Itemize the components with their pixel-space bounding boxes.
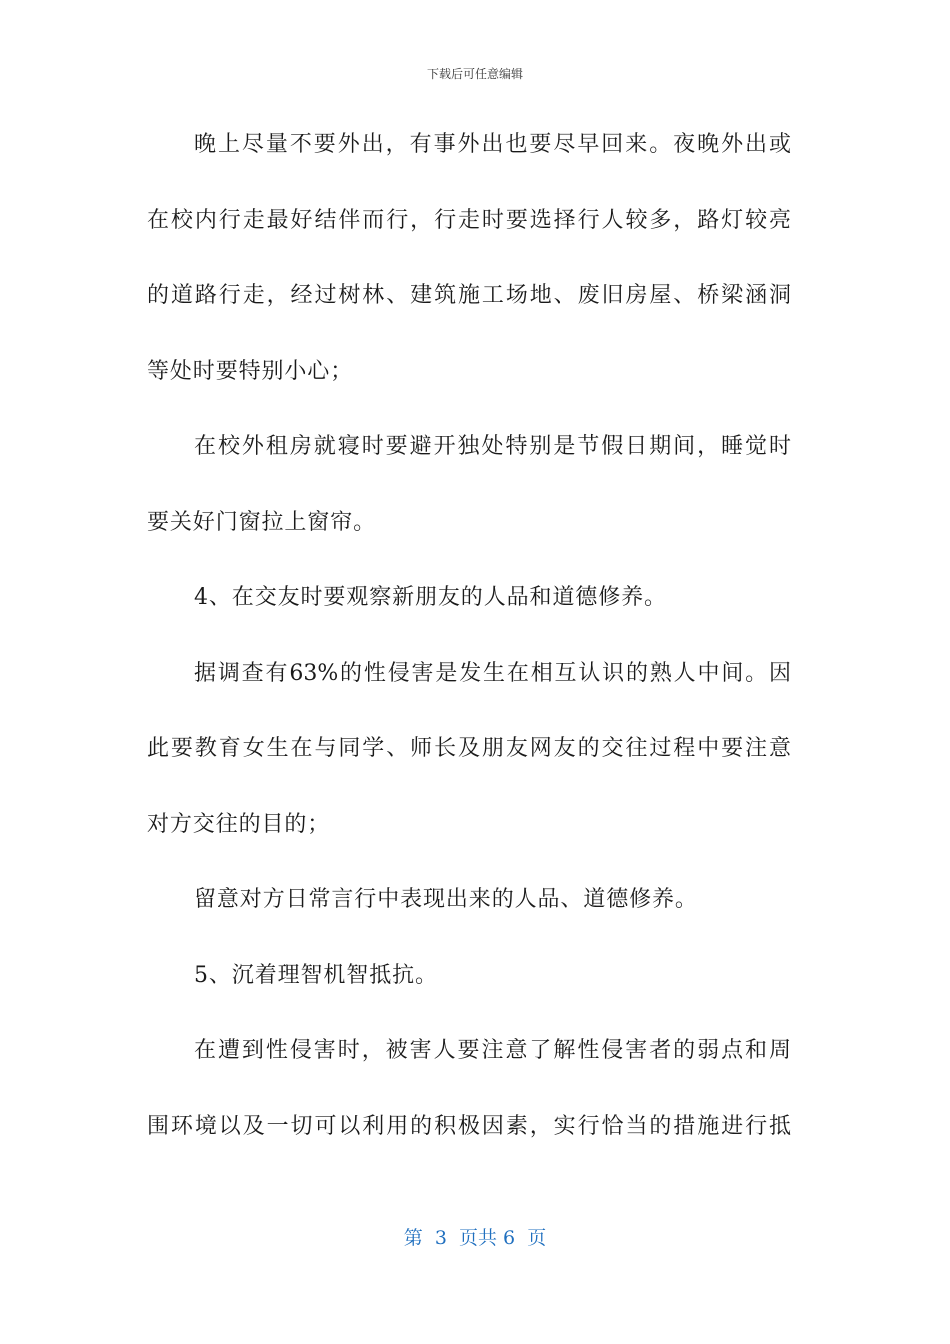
section-heading: 5、沉着理智机智抵抗。: [194, 962, 438, 988]
paragraph-line: 据调查有63%的性侵害是发生在相互认识的熟人中间。因: [194, 660, 791, 686]
paragraph-line: 在校内行走最好结伴而行，行走时要选择行人较多，路灯较亮: [147, 207, 791, 233]
paragraph-line: 围环境以及一切可以利用的积极因素，实行恰当的措施进行抵: [147, 1113, 791, 1139]
paragraph-line: 在遭到性侵害时，被害人要注意了解性侵害者的弱点和周: [194, 1038, 791, 1063]
paragraph-line: 等处时要特别小心；: [147, 358, 354, 384]
paragraph-line: 对方交往的目的；: [147, 811, 331, 837]
paragraph-line: 的道路行走，经过树林、建筑施工场地、废旧房屋、桥梁涵洞: [147, 283, 791, 308]
paragraph-line: 留意对方日常言行中表现出来的人品、道德修养。: [194, 887, 698, 912]
paragraph-line: 在校外租房就寝时要避开独处特别是节假日期间，睡觉时: [194, 434, 791, 459]
page-header-note: 下载后可任意编辑: [426, 67, 523, 81]
paragraph-line: 晚上尽量不要外出，有事外出也要尽早回来。夜晚外出或: [194, 132, 791, 157]
document-body: [147, 126, 791, 1183]
page-number-footer: 第 3 页共 6 页: [403, 1227, 547, 1249]
section-heading: 4、在交友时要观察新朋友的人品和道德修养。: [194, 585, 667, 610]
paragraph-line: 此要教育女生在与同学、师长及朋友网友的交往过程中要注意: [147, 736, 791, 761]
paragraph-line: 要关好门窗拉上窗帘。: [147, 509, 377, 535]
